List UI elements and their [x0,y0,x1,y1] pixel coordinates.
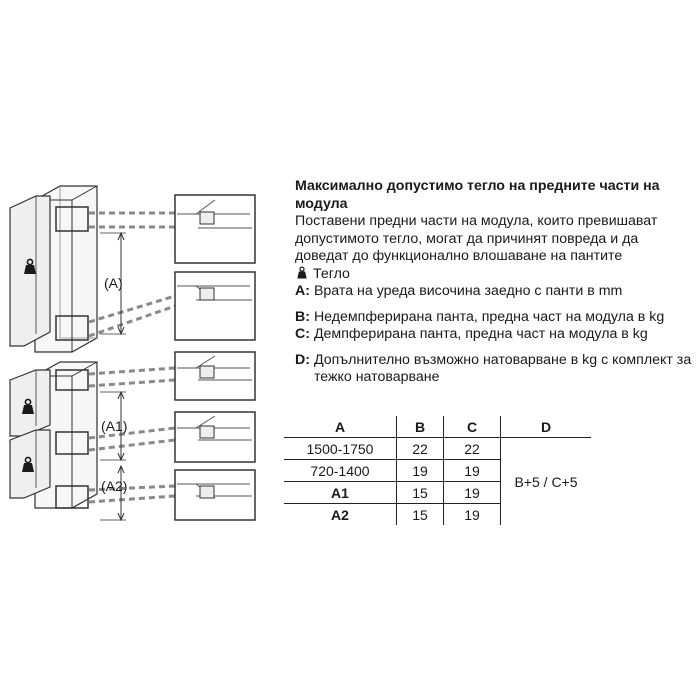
table-cell: A1 [284,482,397,504]
table-cell: A2 [331,506,349,523]
table-cell: 15 [397,482,444,504]
definition-key: A: [295,283,310,299]
definition-c [295,326,695,344]
definition-value: Демпферирана панта, предна част на модула в kg [313,326,648,342]
d-value-cell: B+5 / C+5 [501,438,592,526]
definition-value: Допълнително възможно натоварване в kg с комплект за тежко натоварване [313,351,692,385]
dimension-label-a1: (A1) [101,418,128,434]
column-header-b: B [397,416,444,438]
table-cell: 22 [397,438,444,460]
table-cell: 720-1400 [284,460,397,482]
table-cell: 19 [444,504,501,526]
definition-b [295,309,695,327]
definition-key: B: [295,308,310,325]
definition-a [295,283,695,301]
weight-label: Тегло [313,265,350,282]
weight-legend [295,266,695,284]
table-cell: 19 [397,460,444,482]
weight-icon [295,266,309,280]
column-header-d: D [501,416,592,438]
single-door-figure [10,186,255,352]
table-row [284,438,591,460]
definition-key: D: [295,351,310,368]
table-cell: 22 [444,438,501,460]
table-cell: 1500-1750 [284,438,397,460]
table-header-row [284,416,591,438]
table-cell: 19 [444,460,501,482]
weight-info-text [295,178,695,387]
definition-key: C: [295,326,310,342]
column-header-c: C [444,416,501,438]
section-heading: Максимално допустимо тегло на предните части на модула [295,178,660,212]
definition-value: Врата на уреда височина заедно с панти в mm [313,283,623,299]
table-cell: 19 [444,482,501,504]
weight-table [284,416,591,525]
column-header-a: A [284,416,397,438]
table-cell: 15 [397,504,444,526]
intro-paragraph: Поставени предни части на модула, които превишават допустимото тегло, могат да причинят повреда и да доведат до функционално влошаване на пантите [295,213,658,264]
dimension-label-a2: (A2) [101,478,128,494]
definition-value: Недемпферирана панта, предна част на модула в kg [313,308,665,325]
dimension-label-a: (A) [104,275,123,291]
definition-d [295,352,695,387]
double-door-figure [10,352,255,520]
installation-diagram [0,0,290,700]
